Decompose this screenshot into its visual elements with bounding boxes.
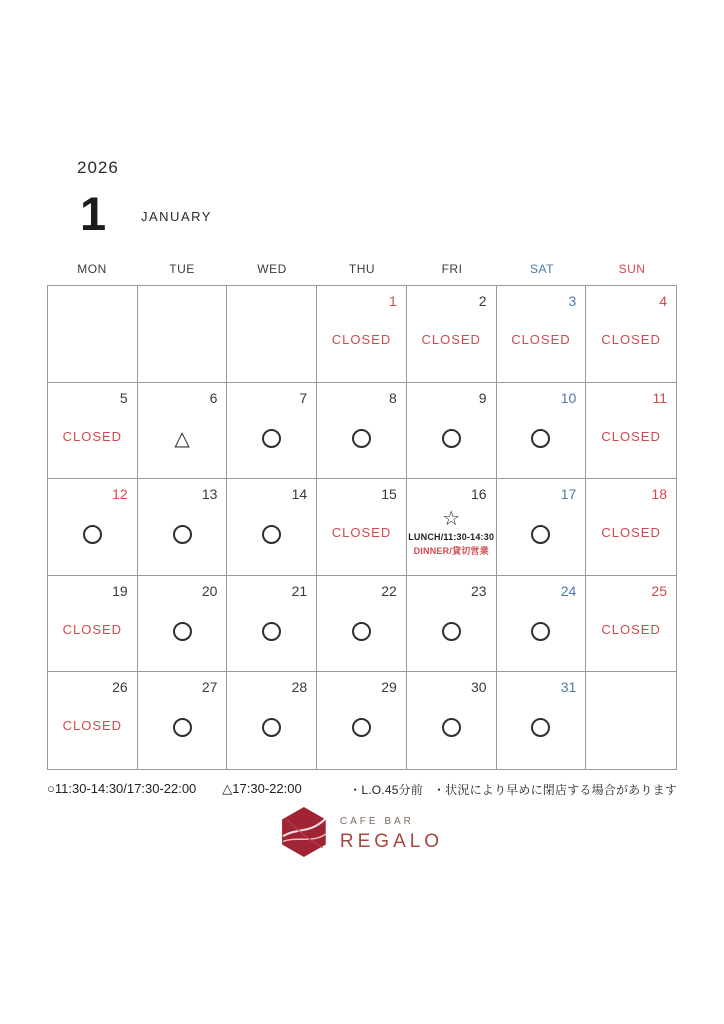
day-number: 24 xyxy=(560,582,577,599)
legend-circle-hours: ○11:30-14:30/17:30-22:00 xyxy=(47,781,197,796)
logo-regalo-label: REGALO xyxy=(339,831,444,852)
closed-label: CLOSED xyxy=(62,718,123,734)
day-number: 5 xyxy=(119,389,128,406)
open-circle-mark xyxy=(352,622,371,641)
day-cell-22 xyxy=(317,576,407,673)
calendar-grid xyxy=(47,285,677,770)
open-circle-mark xyxy=(531,429,550,448)
day-number: 8 xyxy=(389,389,397,406)
legend-note-early-close: ・状況により早めに閉店する場合があります xyxy=(432,783,677,797)
day-cell-4 xyxy=(586,286,676,383)
day-number: 26 xyxy=(112,679,128,696)
day-cell-25 xyxy=(586,576,676,673)
open-circle-mark xyxy=(531,525,550,544)
day-number: 12 xyxy=(112,486,128,503)
star-mark: ☆ xyxy=(442,508,461,531)
open-circle-mark xyxy=(262,622,281,641)
closed-label: CLOSED xyxy=(601,525,661,541)
closed-label: CLOSED xyxy=(331,332,392,347)
day-cell-12 xyxy=(48,479,138,576)
weekday-header-fri: FRI xyxy=(441,262,463,276)
lunch-note: LUNCH/11:30-14:30 xyxy=(408,532,495,543)
day-cell-6 xyxy=(138,383,228,480)
day-number: 4 xyxy=(659,293,667,309)
day-cell-23 xyxy=(407,576,497,673)
day-cell-3 xyxy=(497,286,587,383)
empty-day-cell xyxy=(586,672,676,769)
day-number: 9 xyxy=(478,389,487,406)
day-cell-28 xyxy=(227,672,317,769)
open-circle-mark xyxy=(173,718,192,737)
closed-label: CLOSED xyxy=(511,332,571,347)
day-cell-26 xyxy=(48,672,138,769)
day-number: 28 xyxy=(291,679,308,696)
legend-note-lo: ・L.O.45分前 xyxy=(349,783,423,797)
triangle-mark: △ xyxy=(174,427,190,450)
day-number: 14 xyxy=(291,486,308,503)
day-number: 25 xyxy=(651,582,667,599)
calendar-year: 2026 xyxy=(77,158,119,177)
closed-label: CLOSED xyxy=(601,621,661,637)
day-cell-9 xyxy=(407,383,497,480)
weekday-header-thu: THU xyxy=(348,262,376,276)
day-cell-14 xyxy=(227,479,317,576)
empty-day-cell xyxy=(48,286,138,383)
day-cell-31 xyxy=(497,672,587,769)
legend-notes xyxy=(339,781,677,798)
closed-label: CLOSED xyxy=(601,332,661,347)
logo-cafe-bar-label: CAFE BAR xyxy=(339,816,414,827)
day-cell-17 xyxy=(497,479,587,576)
closed-label: CLOSED xyxy=(62,621,123,637)
legend-triangle-hours: △17:30-22:00 xyxy=(222,781,302,796)
day-number: 13 xyxy=(201,486,218,503)
day-number: 16 xyxy=(470,486,487,503)
closed-label: CLOSED xyxy=(331,525,392,541)
day-cell-13 xyxy=(138,479,228,576)
day-cell-2 xyxy=(407,286,497,383)
day-number: 3 xyxy=(568,293,577,309)
weekday-header-tue: TUE xyxy=(169,262,195,276)
day-number: 20 xyxy=(201,582,218,599)
weekday-header-row xyxy=(47,262,677,276)
open-circle-mark xyxy=(173,622,192,641)
weekday-header-sun: SUN xyxy=(618,262,646,276)
day-cell-24 xyxy=(497,576,587,673)
day-cell-10 xyxy=(497,383,587,480)
open-circle-mark xyxy=(442,622,461,641)
day-cell-8 xyxy=(317,383,407,480)
closed-label: CLOSED xyxy=(421,332,481,347)
day-number: 17 xyxy=(560,486,577,503)
calendar-month-name: JANUARY xyxy=(141,209,212,224)
legend xyxy=(47,781,677,798)
day-cell-21 xyxy=(227,576,317,673)
day-cell-19 xyxy=(48,576,138,673)
logo-text xyxy=(340,816,443,853)
open-circle-mark xyxy=(531,718,550,737)
weekday-header-mon: MON xyxy=(77,262,107,276)
day-number: 19 xyxy=(112,582,128,599)
day-number: 10 xyxy=(560,389,577,406)
open-circle-mark xyxy=(531,622,550,641)
empty-day-cell xyxy=(227,286,317,383)
day-cell-18 xyxy=(586,479,676,576)
hexagon-logo-icon xyxy=(281,806,327,863)
day-number: 7 xyxy=(299,389,308,406)
closed-label: CLOSED xyxy=(62,428,123,444)
day-number: 31 xyxy=(560,679,577,696)
day-number: 6 xyxy=(209,389,218,406)
dinner-note: DINNER/貸切営業 xyxy=(413,546,489,557)
day-number: 30 xyxy=(470,679,487,696)
weekday-header-wed: WED xyxy=(257,262,287,276)
weekday-header-sat: SAT xyxy=(530,262,554,276)
day-cell-7 xyxy=(227,383,317,480)
open-circle-mark xyxy=(262,429,281,448)
day-number: 11 xyxy=(652,389,667,406)
empty-day-cell xyxy=(138,286,228,383)
calendar-month-number: 1 xyxy=(80,187,107,240)
open-circle-mark xyxy=(442,718,461,737)
cafe-logo xyxy=(281,806,443,863)
open-circle-mark xyxy=(352,718,371,737)
day-number: 21 xyxy=(291,582,308,599)
day-cell-5 xyxy=(48,383,138,480)
day-cell-15 xyxy=(317,479,407,576)
open-circle-mark xyxy=(442,429,461,448)
day-cell-11 xyxy=(586,383,676,480)
day-number: 15 xyxy=(381,486,397,503)
legend-hours xyxy=(47,781,328,798)
day-number: 2 xyxy=(478,293,487,309)
day-number: 27 xyxy=(201,679,218,696)
open-circle-mark xyxy=(262,525,281,544)
day-cell-1 xyxy=(317,286,407,383)
day-number: 29 xyxy=(381,679,397,696)
day-cell-30 xyxy=(407,672,497,769)
open-circle-mark xyxy=(83,525,102,544)
closed-label: CLOSED xyxy=(601,428,661,444)
day-number: 18 xyxy=(651,486,667,503)
day-number: 1 xyxy=(389,293,397,309)
day-cell-27 xyxy=(138,672,228,769)
day-cell-20 xyxy=(138,576,228,673)
day-cell-16 xyxy=(407,479,497,576)
open-circle-mark xyxy=(173,525,192,544)
day-number: 22 xyxy=(381,582,397,599)
day-cell-29 xyxy=(317,672,407,769)
open-circle-mark xyxy=(262,718,281,737)
open-circle-mark xyxy=(352,429,371,448)
day-number: 23 xyxy=(470,582,487,599)
